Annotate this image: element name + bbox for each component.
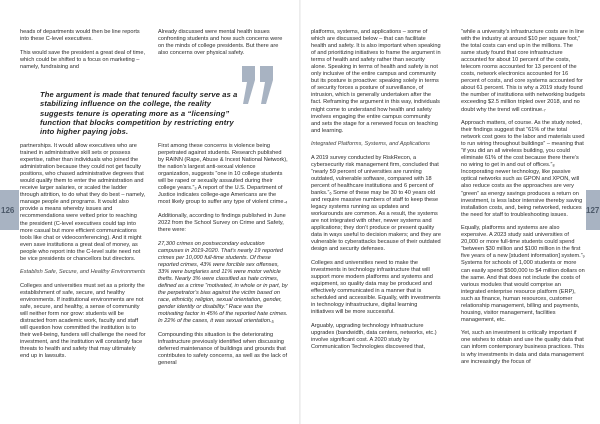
paragraph: Yet, such an investment is critically important if one wishes to obtain and use the quality data that can inform contemporary business practices. This is why investments in data and data management are increasingly the focus of [461,330,585,365]
paragraph: partnerships. It would allow executives who are trained in administrative skill sets or possess expertise, rather than individuals who joined the administration because they could not get faculty positions, who chased administrative degrees that would qualify them to enter the administration and receive larger salaries, or scaled the ladder through attrition, to do what they do best – namely, manage people and programs. It would also provide a means whereby issues and recommendations were vetted prior to reaching the president (C-level executives could tap into more casual but more efficient communications tools like chat or videoconferencing). And it might even save institutions a great deal of money, as people who report into the C-level suite need not be vice presidents or chancellors but directors. [20,143,146,262]
paragraph: This would save the president a great deal of time, which could be shifted to a focus on marketing – namely, fundraising and [20,49,145,70]
left-column-1-top [20,29,146,77]
right-column-2 [461,29,586,372]
left-column-2-bottom [158,143,288,373]
pull-quote: The argument is made that tenured faculty serve as a stabilizing influence on the college, the reality suggests tenure is operating more as a “licensing” function that blocks competition by restricting entry into higher paying jobs. [40,90,238,137]
page-number-text: 127 [586,205,600,215]
paragraph: “while a university’s infrastructure costs are in line with the industry at around $10 per square foot,” the total costs can end up in the millions. The same study found that core infrastructure accounted for about 10 percent of the costs, telecom rooms accounted for 13 percent of the costs, network electronics accounted for 16 percent of costs, and core systems accounted for about 61 percent. This is why a 2019 study found the number of institutions with networking budgets exceeding $2.5 million tripled over 2018, and no doubt why the trend will continue.₇ [461,29,586,113]
left-column-2-top [158,29,288,64]
paragraph: Already discussed were mental health issues confronting students and how such concerns were on the minds of college presidents. But there are also concerns over physical safety. [158,29,283,57]
section-subheading: Integrated Platforms, Systems, and Applications [311,141,430,148]
paragraph: Additionally, according to findings published in June 2022 from the School Survey on Crime and Safety, there were: [158,212,286,234]
right-column-1 [311,29,441,357]
paragraph: Compounding this situation is the deteriorating infrastructure previously identified when discussing deferred maintenance of buildings and grounds that contributes to safety concerns, as well as the lack of general [158,331,288,366]
page-number-right [586,190,600,230]
paragraph: Colleges and universities need to make the investments in technology infrastructure that will support more modern platforms and systems and equipment, so quality data may be produced and effectively communicated in a manner that is scheduled and accessible. Equally, with investments in technology infrastructure, digital learning initiatives will be more successful. [311,259,441,316]
paragraph: platforms, systems, and applications – some of which are discussed below – that can facilitate health and safety. It is also important when speaking of and prioritizing initiatives to frame the argument in terms of health and safety rather than security alone. Speaking in terms of health and safety is not only inclusive of the entire campus and community but its posture is proactive: speaking solely in terms of security forces a posture of surveillance, of intrusion, which is generally undertaken after the fact. Reframing the argument in this way, individuals might come to understand how health and safety involves engaging the entire campus community and sets the stage for a renewed focus on teaching and learning. [311,29,441,134]
paragraph: Equally, platforms and systems are also expensive. A 2023 study said universities of 20,000 or more full-time students could spend “between $30 million and $100 million in the first five years of a new [student information] system.”₉ Systems for schools of 1,000 students or more can easily spend $500,000 to $4 million dollars on the same. And that does not include the costs of various modules that would comprise an integrated enterprise resource platform (ERP), such as finance, human resources, customer relationship management, billing and payments, housing, visitor management, facilities management, etc. [461,225,585,323]
paragraph: A 2019 survey conducted by RiskRecon, a cybersecurity risk management firm, concluded that “nearly 59 percent of universities are running outdated, vulnerable software, compared with 18 percent of healthcare institutions and 6 percent of banks.”₆ Some of these may be 30 to 40 years old and require massive numbers of staff to keep these legacy systems running as updates and workarounds are common. As a result, the systems are not integrated with other, newer systems and applications; they don’t produce or present quality data in ways useful to decision makers; and they are vulnerable to cyberattacks because of their outdated design and security defenses. [311,154,441,253]
paragraph: Colleges and universities must set as a priority the establishment of safe, secure, and healthy environments. If institutional environments are not safe, secure, and healthy, a sense of community will neither form nor grow: students will be distracted from academic work, faculty and staff will question how committed the institution is to their well-being, funders will challenge the need for investment, and the institution will constantly face threats to health and safety that may ultimately end up in lawsuits. [20,282,146,360]
paragraph: heads of departments would then be line reports into these C-level executives. [20,29,140,43]
paragraph: First among these concerns is violence being perpetrated against students. Research published by RAINN (Rape, Abuse & Incest National Network), the nation’s largest anti-sexual violence organization, suggests “one in 10 college students will be raped or sexually assaulted during their college years.”₃ A report of the U.S. Department of Justice indicates college-age Americans are the most likely group to suffer any type of violent crime.₄ [158,143,288,206]
block-quote: 27,300 crimes on postsecondary education campuses in 2019-2020. That’s nearly 19 reported crimes per 10,000 full-time students. Of these reported crimes, 43% were forcible sex offenses, 33% were burglaries and 11% were motor vehicle thefts. Nearly 3% were classified as hate crimes, defined as a crime “motivated, in whole or in part, by the perpetrator’s bias against the victim based on race, ethnicity, religion, sexual orientation, gender, gender identity or disability.” Race was the motivating factor in 45% of the reported hate crimes. In 22% of the cases, it was sexual orientation.₅ [158,240,288,325]
left-column-1-bottom [20,143,146,367]
closing-quote-icon [240,66,276,106]
section-subheading: Establish Safe, Secure, and Healthy Environments [20,269,146,276]
paragraph: Arguably, upgrading technology infrastructure upgrades (bandwidth, data centers, networks, etc.) involve significant cost. A 2020 study by Communication Technologies discovered that, [311,322,437,350]
page-number-left [0,190,19,230]
page-number-text: 126 [1,205,15,215]
paragraph: Approach matters, of course. As the study noted, their findings suggest that “61% of the total network cost goes to the labor and materials used to run wiring throughout buildings” – meaning that “if you did an all wireless building, you could eliminate 61% of the cost because there there’s no wiring to get in and out of offices.”₈ Incorporating newer technology, like passive optical networks such as GPON and XPON, will also reduce costs as the approaches are very “green” as energy savings produces a return on investment, is less labor intensive thereby saving installation costs, and, being networked, reduces the need for staff to troubleshooting issues. [461,120,585,218]
